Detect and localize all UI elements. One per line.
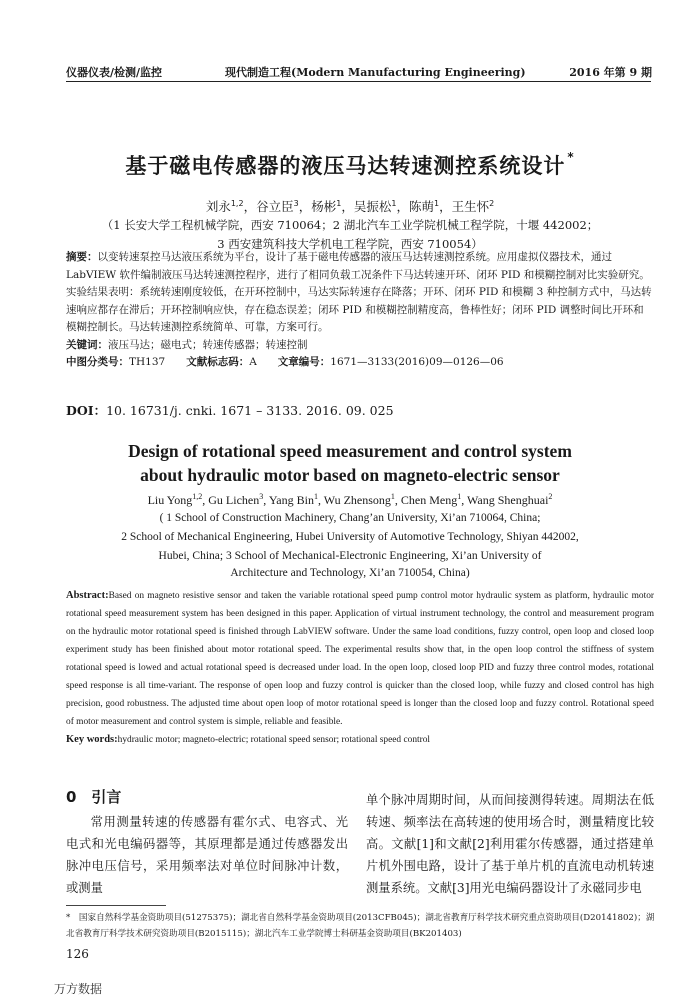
chinese-abstract-block <box>66 249 654 372</box>
author-sup: 3 <box>259 492 264 501</box>
author-cn: 王生怀 <box>451 199 490 214</box>
chinese-title-text: 基于磁电传感器的液压马达转速测控系统设计 <box>125 154 566 178</box>
abstract-text: 以变转速泵控马达液压系统为平台，设计了基于磁电传感器的液压马达转速测控系统。应用虚拟仪器技术，通过LabVIEW 软件编制液压马达转速测控程序，进行了相同负载工况条件下马达转速开环、闭环 PID 和模糊控制对比实验研究。实验结果表明：系统转速刚度较低，在开环控制中，马达实际转速存在降落；开环、闭环 PID 和模糊 3 种控制方式中，马达转速响应都存在滞后；开环控制响应快，存在稳态误差；闭环 PID 和模糊控制精度高，鲁棒性好；闭环 PID 调整时间比开环和模糊控制长。马达转速测控系统简单、可靠，方案可行。 <box>66 251 652 333</box>
doi-label: DOI： <box>66 403 107 418</box>
author-cn: 刘永 <box>205 199 231 214</box>
author-cn: 吴振松 <box>353 199 392 214</box>
body-left-column: 常用测量转速的传感器有霍尔式、电容式、光电式和光电编码器等，其原理都是通过传感器发出脉冲电压信号，采用频率法对单位时间脉冲计数，或测量 <box>66 815 348 895</box>
english-affiliation-4: Architecture and Technology, Xi’an 710054, China) <box>230 567 470 579</box>
english-affiliation-3: Hubei, China; 3 School of Mechanical-Electronic Engineering, Xi’an University of <box>158 550 542 562</box>
author-sup: 1,2 <box>192 492 203 501</box>
abstract-text: Based on magneto resistive sensor and taken the variable rotational speed pump control motor hydraulic system as platform, hydraulic motor rotational speed measurement system has been designed in this paper. Application of virtual instrument technology, the control and measurement program on the hydraulic motor rotational speed is finished through LabVIEW software. Under the same load conditions, fuzzy control, open loop and closed loop experiment study has been finished about motor rotational speed. The experimental results show that, in the open loop control the stiffness of system rotational speed is lowed and actual rotational speed is decreased under load. In the open loop, closed loop PID and fuzzy three control modes, rotational speed response is all time-variant. The response of open loop and fuzzy control is quicker than the closed loop, while fuzzy and closed control has high precision, good robustness. The adjusted time about open loop of motor rotational speed is longer than the closed loop and fuzzy control. Rotational speed of motor measurement and control system is simple, reliable and feasible. <box>66 591 654 727</box>
chinese-title <box>0 150 700 180</box>
article-no-value: 1671—3133(2016)09—0126—06 <box>330 356 504 368</box>
doi-value: 10. 16731/j. cnki. 1671 – 3133. 2016. 09. 025 <box>106 403 394 418</box>
page-number: 126 <box>66 947 89 961</box>
abstract-label: 摘要： <box>66 251 98 263</box>
section-heading-introduction: 0 引言 <box>66 788 122 806</box>
english-affiliation-2: 2 School of Mechanical Engineering, Hubei University of Automotive Technology, Shiyan 442002, <box>121 531 579 543</box>
running-header-journal: 现代制造工程(Modern Manufacturing Engineering) <box>225 66 526 79</box>
english-abstract-block <box>66 587 654 749</box>
author-sup: 1,2 <box>230 199 244 208</box>
author-cn: 陈萌 <box>408 199 434 214</box>
doc-code-label: 文献标志码： <box>186 356 250 368</box>
keywords-text: 液压马达；磁电式；转速传感器；转速控制 <box>108 338 308 351</box>
english-affiliation-1: ( 1 School of Construction Machinery, Chang’an University, Xi’an 710064, China; <box>159 512 541 524</box>
running-header-left: 仪器仪表/检测/监控 <box>66 66 163 79</box>
author-sup: 1 <box>313 492 318 501</box>
english-authors: Liu Yong$^{1,2}$, Gu Lichen$^3$, Yang Bin$^1$, Wu Zhensong$^1$, Chen Meng$^1$, Wang Shenghuai$^2$ <box>147 492 553 507</box>
clc-value: TH137 <box>129 356 166 368</box>
footnote <box>66 910 656 942</box>
classification-line <box>66 354 654 372</box>
author-sup: 2 <box>548 492 553 501</box>
article-no-label: 文章编号： <box>277 356 331 368</box>
author-en: Liu Yong <box>147 493 193 507</box>
body-right-column: 单个脉冲周期时间，从而间接测得转速。周期法在低转速、频率法在高转速的使用场合时，测量精度比较高。文献[1]和文献[2]利用霍尔传感器，通过搭建单片机外围电路，设计了基于单片机的直流电动机转速测量系统。文献[3]用光电编码器设计了永磁同步电 <box>366 793 654 895</box>
author-cn: 谷立臣 <box>256 199 294 214</box>
chinese-affiliation-1: （1 长安大学工程机械学院，西安 710064；2 湖北汽车工业学院机械工程学院，十堰 442002； <box>101 218 599 232</box>
english-abstract <box>66 587 654 731</box>
header-rule <box>66 81 651 82</box>
running-header-issue: 2016 年第 9 期 <box>569 66 652 79</box>
author-en: Wang Shenghuai <box>467 493 549 507</box>
abstract-label: Abstract: <box>66 590 109 601</box>
author-sup: 3 <box>293 199 299 208</box>
keywords-label: Key words: <box>66 734 118 745</box>
chinese-authors: 刘永$^{1,2}$，谷立臣$^3$，杨彬$^1$，吴振松$^1$，陈萌$^1$，王生怀$^2$ <box>205 199 495 214</box>
author-sup: 1 <box>433 199 440 208</box>
doi-line <box>66 401 394 419</box>
english-keywords <box>66 731 654 749</box>
author-sup: 1 <box>391 199 397 208</box>
keywords-label: 关键词： <box>66 338 108 351</box>
watermark: 万方数据 <box>54 982 103 996</box>
author-sup: 1 <box>336 199 342 208</box>
author-sup: 1 <box>457 492 462 501</box>
author-cn: 杨彬 <box>311 199 337 214</box>
title-footnote-mark: * <box>567 150 575 164</box>
english-title-line-1: Design of rotational speed measurement and control system <box>128 441 572 461</box>
author-en: Yang Bin <box>268 493 314 507</box>
chinese-abstract <box>66 249 654 337</box>
author-en: Wu Zhensong <box>323 493 391 507</box>
footnote-text: 国家自然科学基金资助项目(51275375)；湖北省自然科学基金资助项目(2013CFB045)；湖北省教育厅科学技术研究重点资助项目(D20141802)；湖北省教育厅科学技术研究资助项目(B2015115)；湖北汽车工业学院博士科研基金资助项目(BK201403) <box>66 913 655 939</box>
author-en: Chen Meng <box>400 493 458 507</box>
footnote-rule <box>66 905 166 906</box>
keywords-text: hydraulic motor; magneto-electric; rotational speed sensor; rotational speed control <box>117 735 431 745</box>
footnote-mark: * <box>66 913 71 923</box>
chinese-affiliation-2: 3 西安建筑科技大学机电工程学院，西安 710054） <box>217 237 483 251</box>
author-sup: 2 <box>489 199 495 208</box>
doc-code-value: A <box>249 356 257 368</box>
clc-label: 中图分类号： <box>66 356 129 368</box>
author-sup: 1 <box>390 492 395 501</box>
english-title-line-2: about hydraulic motor based on magneto-electric sensor <box>140 465 560 485</box>
author-en: Gu Lichen <box>208 493 260 507</box>
chinese-keywords <box>66 337 654 355</box>
